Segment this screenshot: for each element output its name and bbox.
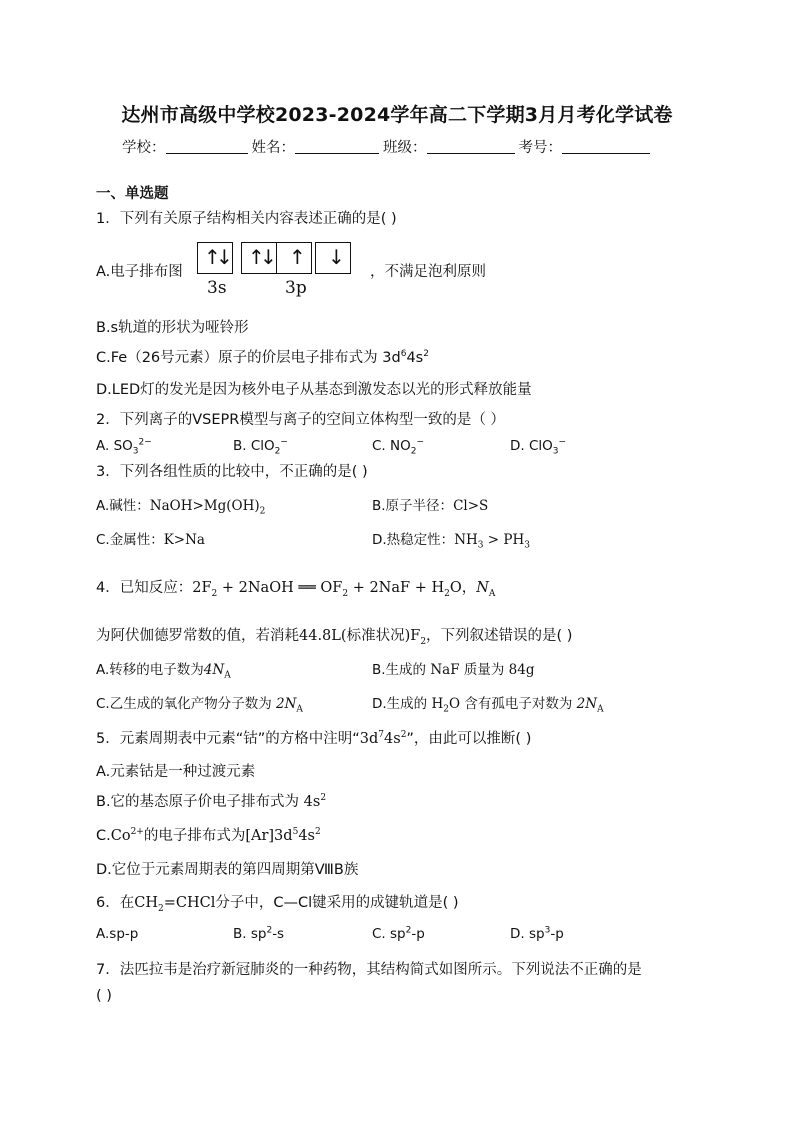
arrow-up-icon: ↑ (289, 245, 306, 269)
q3-a-sub: 2 (259, 506, 266, 517)
class-blank[interactable] (427, 139, 515, 154)
q5-cfg1: 3d (359, 731, 379, 747)
class-label: 班级： (383, 140, 427, 156)
q1-option-a (96, 260, 183, 281)
q4-comma: ， (461, 580, 477, 596)
q5-stem-prefix: 5．元素周期表中元素“钴”的方格中注明“ (96, 731, 360, 747)
q3-c-label: C.金属性： (96, 532, 164, 548)
q2-c-sub: 2 (410, 446, 417, 457)
q3-b-formula: Cl>S (453, 498, 489, 514)
q5-c-cfg: [Ar]3d (245, 828, 293, 844)
q1-option-b: B.s轨道的形状为哑铃形 (96, 320, 249, 336)
q5-cfg-sup1: 7 (378, 730, 385, 741)
q3-stem: 3．下列各组性质的比较中，不正确的是( ) (96, 464, 368, 480)
q4-d-sub: 2 (443, 704, 449, 715)
q4-c-sub: A (296, 704, 303, 715)
q6-option-b (233, 926, 284, 942)
orbital-box-3p-3 (315, 242, 351, 274)
q4-d-mid: 含有孤电子对数为 (464, 696, 573, 712)
q4-line2-suffix: ，下列叙述错误的是( ) (426, 628, 573, 644)
school-label: 学校： (122, 140, 166, 156)
q6-formula: CH (134, 895, 158, 911)
q6-b-tail: -s (272, 926, 285, 942)
number-label: 考号： (518, 140, 562, 156)
q2-option-c (372, 437, 425, 457)
q2-option-d (510, 437, 567, 457)
q6-formula-sub: 2 (157, 903, 164, 914)
q4-eq4: O (449, 580, 462, 596)
q3-b-label: B.原子半径： (372, 498, 454, 514)
page-title: 达州市高级中学校2023-2024学年高二下学期3月月考化学试卷 (121, 104, 673, 126)
q4-eq-sub3: 2 (444, 588, 450, 599)
q3-a-label: A.碱性： (96, 498, 150, 514)
q1-option-d: D.LED灯的发光是因为核外电子从基态到激发态以光的形式释放能量 (96, 382, 532, 398)
section-title: 一、单选题 (96, 186, 169, 202)
q5-option-c (96, 824, 321, 845)
q2-b-sup: − (280, 437, 288, 448)
q5-cfg-sup2: 2 (400, 730, 407, 741)
q4-d-sub2: A (597, 704, 604, 715)
q5-c-sup2: 2 (314, 827, 321, 838)
q6-c-sup: 2 (405, 925, 412, 936)
q2-a-sup: 2− (138, 437, 152, 448)
q4-na-sub: A (488, 588, 496, 599)
q4-option-a (96, 658, 231, 681)
q2-option-b (233, 437, 288, 457)
q1-c-mid: 4s (406, 350, 424, 366)
q6-stem (96, 891, 459, 912)
arrow-down-icon: ↓ (260, 245, 277, 269)
q4-c-label: C.乙生成的氧化产物分子数为 (96, 696, 272, 712)
q2-a-sub: 3 (132, 446, 139, 457)
number-blank[interactable] (562, 139, 650, 154)
q4-a-val: 4N (203, 662, 225, 678)
q5-option-a: A.元素钴是一种过渡元素 (96, 764, 256, 780)
q7-stem-line2: ( ) (96, 988, 112, 1004)
q3-d-formula2: > PH (483, 532, 525, 548)
q4-c-val: 2N (271, 696, 297, 712)
q5-c-cfg2: 4s (298, 828, 315, 844)
q4-line2-mid: (标准状况) (340, 628, 411, 644)
q2-a-text: A. SO (96, 438, 133, 454)
q2-d-sup: − (558, 437, 567, 448)
school-blank[interactable] (166, 139, 248, 154)
q1-option-c (96, 346, 429, 367)
name-label: 姓名： (251, 140, 295, 156)
q4-eq2: + 2NaOH ══ OF (217, 580, 343, 596)
q4-eq-sub1: 2 (211, 588, 218, 599)
q5-c-mid: 的电子排布式为 (143, 828, 246, 844)
q3-a-formula: NaOH>Mg(OH) (149, 498, 260, 514)
q2-d-text: D. ClO (510, 438, 553, 454)
q6-d-sup: 3 (544, 925, 551, 936)
arrow-down-icon: ↓ (216, 245, 233, 269)
q5-cfg2: 4s (384, 731, 401, 747)
q4-line2-f-sub: 2 (420, 636, 427, 647)
q2-b-text: B. ClO (233, 438, 275, 454)
q6-c-text: C. sp (372, 926, 406, 942)
q1-c-text: C.Fe（26号元素）原子的价层电子排布式为 3d (96, 350, 401, 366)
q7-stem-line1: 7．法匹拉韦是治疗新冠肺炎的一种药物，其结构简式如图所示。下列说法不正确的是 (96, 962, 642, 978)
q2-stem: 2．下列离子的VSEPR模型与离子的空间立体构型一致的是（ ） (96, 412, 505, 428)
q6-d-text: D. sp (510, 926, 545, 942)
q6-option-a: A.sp-p (96, 926, 139, 942)
q5-option-d: D.它位于元素周期表的第四周期第ⅧB族 (96, 862, 359, 878)
orbital-box-3s (197, 242, 233, 274)
q4-eq3: + 2NaF + H (348, 580, 445, 596)
q5-b-val: 4s (299, 794, 321, 810)
q4-option-d (372, 692, 604, 715)
q4-stem (96, 576, 495, 597)
q6-c-tail: -p (411, 926, 425, 942)
q4-d-formula2: O (449, 696, 465, 712)
q4-d-label: D.生成的 (372, 696, 428, 712)
q1-stem: 1．下列有关原子结构相关内容表述正确的是( ) (96, 211, 397, 227)
q5-c-ion: Co (110, 828, 131, 844)
arrow-up-icon: ↑ (248, 245, 265, 269)
orbital-box-3p-2 (276, 242, 312, 274)
q5-option-b (96, 790, 326, 811)
q5-c-sup1: 5 (292, 827, 299, 838)
q2-b-sub: 2 (274, 446, 281, 457)
arrow-up-icon: ↑ (204, 245, 221, 269)
q6-b-text: B. sp (233, 926, 267, 942)
q3-d-sub2: 3 (524, 540, 531, 551)
q1-a-prefix: A.电子排布图 (96, 264, 183, 280)
q4-na: N (476, 580, 489, 596)
arrow-down-icon: ↓ (328, 245, 345, 269)
q6-stem-suffix: 分子中，C—Cl键采用的成键轨道是( ) (215, 895, 459, 911)
q2-c-sup: − (416, 437, 425, 448)
q6-option-c (372, 926, 425, 942)
q2-c-text: C. NO (372, 438, 411, 454)
q4-a-label: A.转移的电子数为 (96, 662, 204, 678)
q4-line2-f: F (410, 628, 421, 644)
q5-c-prefix: C. (96, 828, 111, 844)
q4-line2-prefix: 为阿伏伽德罗常数的值，若消耗 (96, 628, 299, 644)
q6-d-tail: -p (550, 926, 564, 942)
q1-c-sup2: 2 (423, 349, 429, 360)
q5-stem (96, 727, 531, 748)
q4-option-b (372, 658, 535, 678)
q6-option-d (510, 926, 564, 942)
q4-option-c (96, 692, 303, 715)
student-info-row (122, 136, 654, 157)
q4-equation (192, 580, 462, 599)
q3-d-sub1: 3 (477, 540, 484, 551)
q3-d-label: D.热稳定性： (372, 532, 455, 548)
q4-stem-line2 (96, 624, 572, 645)
orbital-box-3p-1 (241, 242, 277, 274)
q1-c-sup1: 6 (400, 349, 407, 360)
q4-eq1: 2F (192, 580, 212, 596)
q6-formula2: =CHCl (163, 895, 216, 911)
q4-line2-val: 44.8L (299, 628, 341, 644)
q6-stem-prefix: 6．在 (96, 895, 135, 911)
name-blank[interactable] (295, 139, 379, 154)
q3-option-b (372, 494, 488, 514)
q6-b-sup: 2 (266, 925, 273, 936)
q4-a-sub: A (224, 670, 231, 681)
q5-b-prefix: B.它的基态原子价电子排布式为 (96, 794, 300, 810)
q1-a-suffix: ，不满足泡利原则 (370, 264, 486, 280)
q4-eq-sub2: 2 (342, 588, 349, 599)
q5-b-sup: 2 (320, 793, 327, 804)
q4-b-mid: 质量为 (463, 662, 505, 678)
q3-option-d (372, 528, 531, 551)
q4-b-formula: NaF (426, 662, 464, 678)
q5-c-ion-sup: 2+ (130, 827, 144, 838)
q4-d-formula: H (427, 696, 444, 712)
q5-stem-suffix: ”，由此可以推断( ) (406, 731, 532, 747)
q3-option-c (96, 528, 205, 548)
q4-b-label: B.生成的 (372, 662, 427, 678)
q4-stem-prefix: 4．已知反应： (96, 580, 193, 596)
q2-d-sub: 3 (552, 446, 559, 457)
q3-d-formula1: NH (454, 532, 478, 548)
orbital-label-3p: 3p (285, 278, 307, 298)
q4-d-val: 2N (572, 696, 598, 712)
q2-option-a (96, 437, 152, 457)
q3-c-formula: K>Na (163, 532, 205, 548)
q4-b-val: 84g (504, 662, 535, 678)
q3-option-a (96, 494, 266, 517)
orbital-label-3s: 3s (207, 278, 227, 298)
